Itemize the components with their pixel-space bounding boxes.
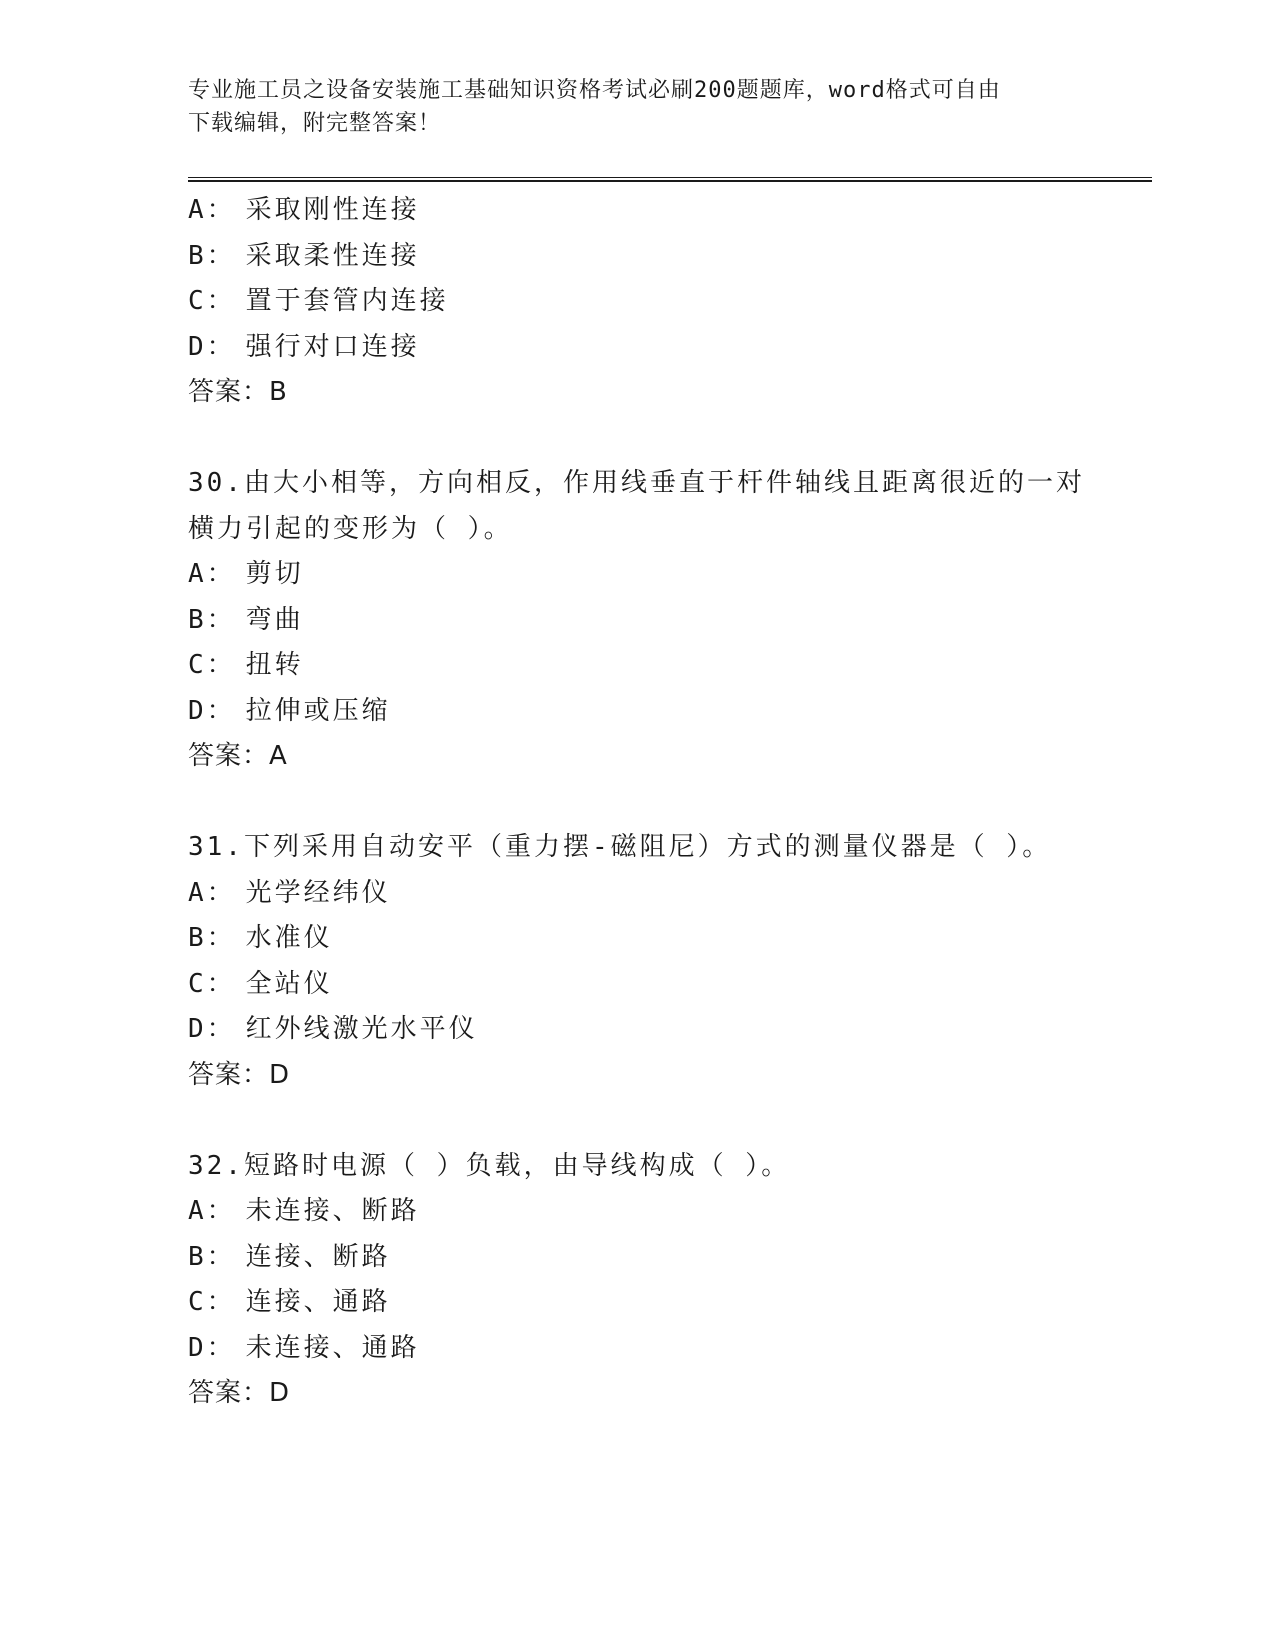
document-header bbox=[188, 74, 1068, 140]
answer-line: 答案：D bbox=[188, 1378, 291, 1408]
question-30 bbox=[188, 461, 1088, 780]
header-line-2: 下载编辑，附完整答案！ bbox=[188, 111, 442, 136]
option-a: A： 未连接、断路 bbox=[188, 1196, 420, 1226]
option-c: C： 扭转 bbox=[188, 650, 304, 680]
question-stem-continued: 横力引起的变形为（ ）。 bbox=[188, 513, 513, 544]
option-a: A： 剪切 bbox=[188, 559, 304, 589]
question-32 bbox=[188, 1144, 1088, 1417]
option-a: A： 光学经纬仪 bbox=[188, 877, 391, 908]
option-c: C： 置于套管内连接 bbox=[188, 286, 449, 316]
option-d: D： 未连接、通路 bbox=[188, 1332, 420, 1363]
header-divider bbox=[188, 177, 1152, 182]
answer-line: 答案：B bbox=[188, 377, 288, 407]
option-b: B： 水准仪 bbox=[188, 923, 333, 953]
spacer bbox=[188, 416, 1088, 462]
answer-line: 答案：D bbox=[188, 1059, 291, 1090]
option-b: B： 采取柔性连接 bbox=[188, 240, 420, 271]
option-d: D： 拉伸或压缩 bbox=[188, 695, 391, 726]
answer-line: 答案：A bbox=[188, 741, 288, 771]
header-line-1: 专业施工员之设备安装施工基础知识资格考试必刷200题题库，word格式可自由 bbox=[188, 78, 1001, 103]
option-b: B： 连接、断路 bbox=[188, 1241, 391, 1272]
question-31 bbox=[188, 825, 1088, 1098]
option-d: D： 强行对口连接 bbox=[188, 331, 420, 362]
question-stem: 30.由大小相等，方向相反，作用线垂直于杆件轴线且距离很近的一对 bbox=[188, 468, 1085, 498]
option-d: D： 红外线激光水平仪 bbox=[188, 1014, 478, 1044]
question-list bbox=[188, 188, 1088, 1417]
option-a: A： 采取刚性连接 bbox=[188, 195, 420, 225]
question-stem: 31.下列采用自动安平（重力摆-磁阻尼）方式的测量仪器是（ ）。 bbox=[188, 832, 1052, 862]
option-c: C： 全站仪 bbox=[188, 968, 333, 999]
question-stem: 32.短路时电源（ ）负载，由导线构成（ ）。 bbox=[188, 1150, 791, 1181]
option-b: B： 弯曲 bbox=[188, 604, 304, 635]
spacer bbox=[188, 780, 1088, 826]
question-29 bbox=[188, 188, 1088, 416]
option-c: C： 连接、通路 bbox=[188, 1287, 391, 1317]
spacer bbox=[188, 1098, 1088, 1144]
